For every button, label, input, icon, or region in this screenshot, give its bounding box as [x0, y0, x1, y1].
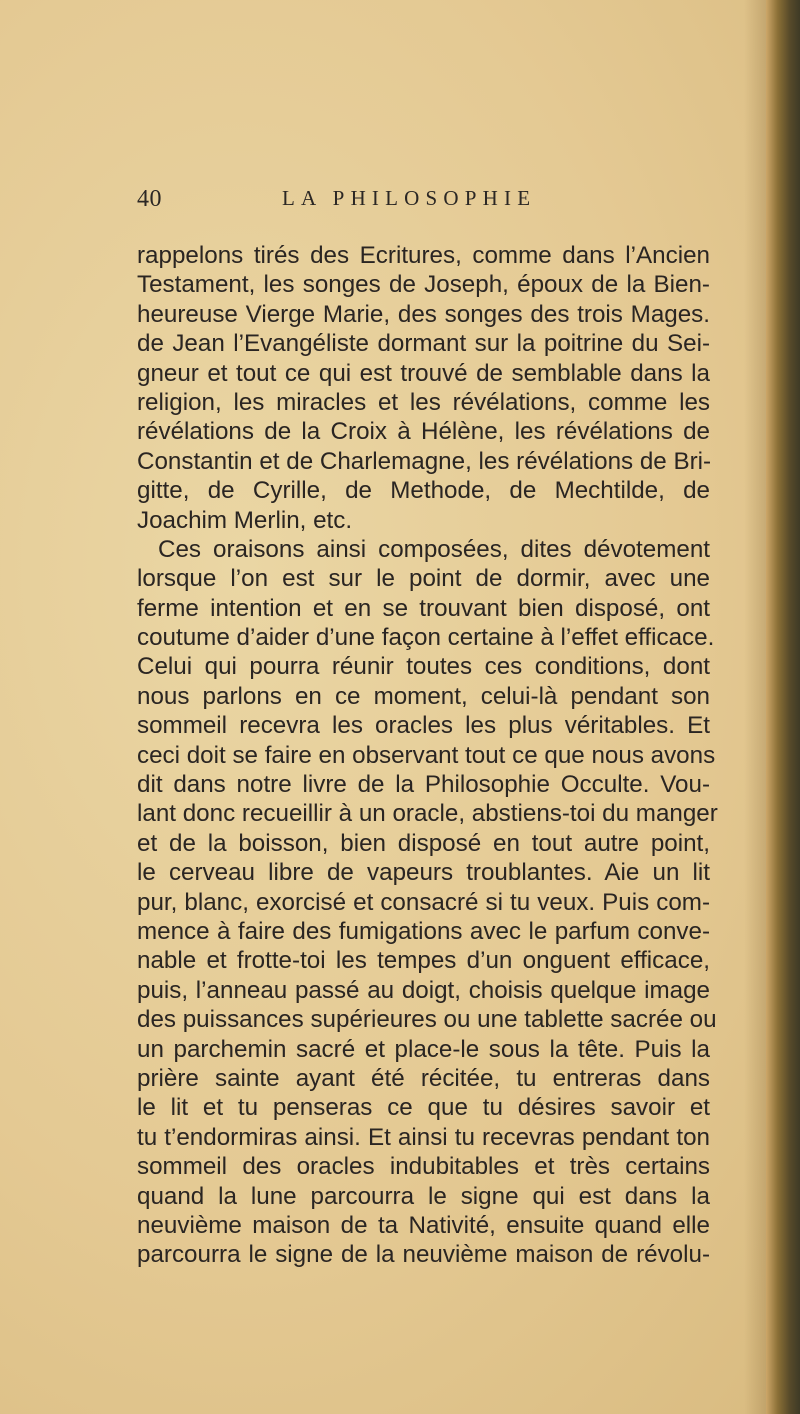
text-line: heureuse Vierge Marie, des songes des trois Mages.: [137, 300, 710, 328]
text-line: Joachim Merlin, etc.: [137, 506, 353, 534]
text-line: neuvième maison de ta Nativité, ensuite quand elle: [137, 1211, 710, 1239]
text-line: le lit et tu penseras ce que tu désires savoir et: [137, 1094, 710, 1122]
page-edge-shadow: [744, 0, 766, 1414]
running-title: LA PHILOSOPHIE: [282, 186, 537, 210]
text-line: ceci doit se faire en observant tout ce que nous avons: [137, 741, 716, 769]
text-line: mence à faire des fumigations avec le parfum conve-: [137, 917, 710, 945]
text-line: lorsque l’on est sur le point de dormir, avec une: [137, 565, 710, 593]
text-line: nous parlons en ce moment, celui-là pendant son: [137, 682, 710, 710]
text-line: Celui qui pourra réunir toutes ces conditions, dont: [137, 653, 710, 681]
text-line: nable et frotte-toi les tempes d’un onguent efficace,: [137, 947, 710, 975]
text-line: rappelons tirés des Ecritures, comme dans l’Ancien: [137, 242, 710, 269]
text-line: puis, l’anneau passé au doigt, choisis quelque image: [137, 976, 710, 1004]
text-line: sommeil recevra les oracles les plus véritables. Et: [137, 712, 710, 740]
text-line: pur, blanc, exorcisé et consacré si tu veux. Puis com-: [137, 888, 710, 916]
text-line: Testament, les songes de Joseph, époux de la Bien-: [137, 271, 710, 299]
text-line: prière sainte ayant été récitée, tu entreras dans: [137, 1064, 710, 1092]
text-line: coutume d’aider d’une façon certaine à l’effet efficace.: [137, 624, 715, 652]
text-line: gneur et tout ce qui est trouvé de semblable dans la: [137, 359, 710, 387]
text-line: des puissances supérieures ou une tablette sacrée ou: [137, 1006, 717, 1034]
page-header: [137, 182, 717, 218]
text-line: religion, les miracles et les révélations, comme les: [137, 388, 710, 416]
page-edge: [766, 0, 800, 1414]
text-line: tu t’endormiras ainsi. Et ainsi tu recevras pendant ton: [137, 1123, 710, 1151]
page-number: 40: [137, 186, 162, 212]
text-line: gitte, de Cyrille, de Methode, de Mechtilde, de: [137, 477, 710, 505]
text-line: sommeil des oracles indubitables et très certains: [137, 1153, 710, 1181]
text-line: de Jean l’Evangéliste dormant sur la poitrine du Sei-: [137, 330, 710, 358]
text-line: lant donc recueillir à un oracle, abstiens-toi du manger: [137, 800, 718, 828]
text-line: Ces oraisons ainsi composées, dites dévotement: [158, 535, 710, 563]
body-text: [137, 241, 718, 1270]
text-line: et de la boisson, bien disposé en tout autre point,: [137, 829, 710, 857]
text-line: quand la lune parcourra le signe qui est dans la: [137, 1182, 710, 1210]
text-line: dit dans notre livre de la Philosophie Occulte. Vou-: [137, 771, 710, 799]
text-line: parcourra le signe de la neuvième maison de révolu-: [137, 1241, 710, 1269]
text-line: révélations de la Croix à Hélène, les révélations de: [137, 418, 710, 446]
text-line: ferme intention et en se trouvant bien disposé, ont: [137, 594, 710, 622]
text-line: Constantin et de Charlemagne, les révélations de Bri-: [137, 447, 712, 475]
text-line: le cerveau libre de vapeurs troublantes. Aie un lit: [137, 859, 710, 887]
text-line: un parchemin sacré et place-le sous la tête. Puis la: [137, 1035, 710, 1063]
